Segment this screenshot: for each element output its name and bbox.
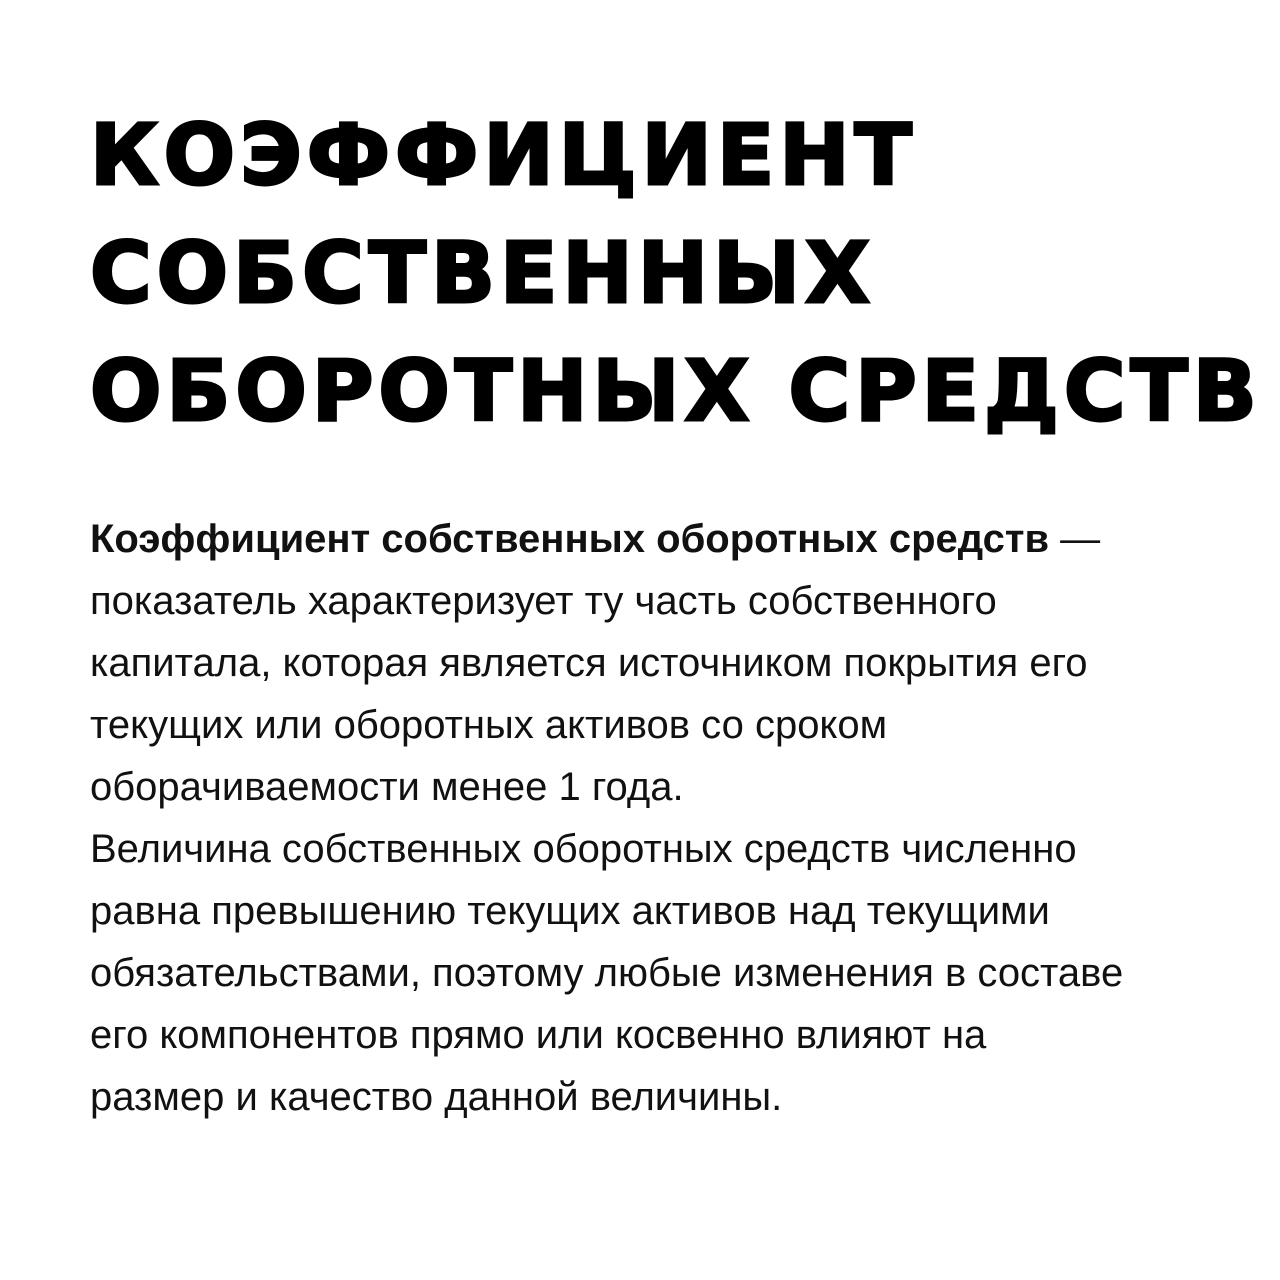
definition-line-7: равна превышению текущих активов над текущими — [90, 889, 1050, 933]
definition-line-8: обязательствами, поэтому любые изменения в составе — [90, 951, 1124, 995]
em-dash: — — [1049, 517, 1101, 561]
definition-line-3: капитала, которая является источником покрытия его — [90, 641, 1088, 685]
definition-line-9: его компонентов прямо или косвенно влияют на — [90, 1013, 987, 1057]
title-line-1: КОЭФФИЦИЕНТ — [90, 106, 917, 204]
page-title — [90, 96, 1262, 450]
title-line-3: ОБОРОТНЫХ СРЕДСТВ — [90, 342, 1262, 440]
definition-line-5: оборачиваемости менее 1 года. — [90, 765, 684, 809]
defined-term: Коэффициент собственных оборотных средств — [90, 517, 1050, 561]
definition-line-1 — [90, 508, 1260, 570]
definition-text — [90, 508, 1260, 1128]
definition-line-4: текущих или оборотных активов со сроком — [90, 703, 888, 747]
definition-line-10: размер и качество данной величины. — [90, 1075, 783, 1119]
definition-line-6: Величина собственных оборотных средств численно — [90, 827, 1077, 871]
title-line-2: СОБСТВЕННЫХ — [90, 224, 875, 322]
definition-line-2: показатель характеризует ту часть собственного — [90, 579, 997, 623]
